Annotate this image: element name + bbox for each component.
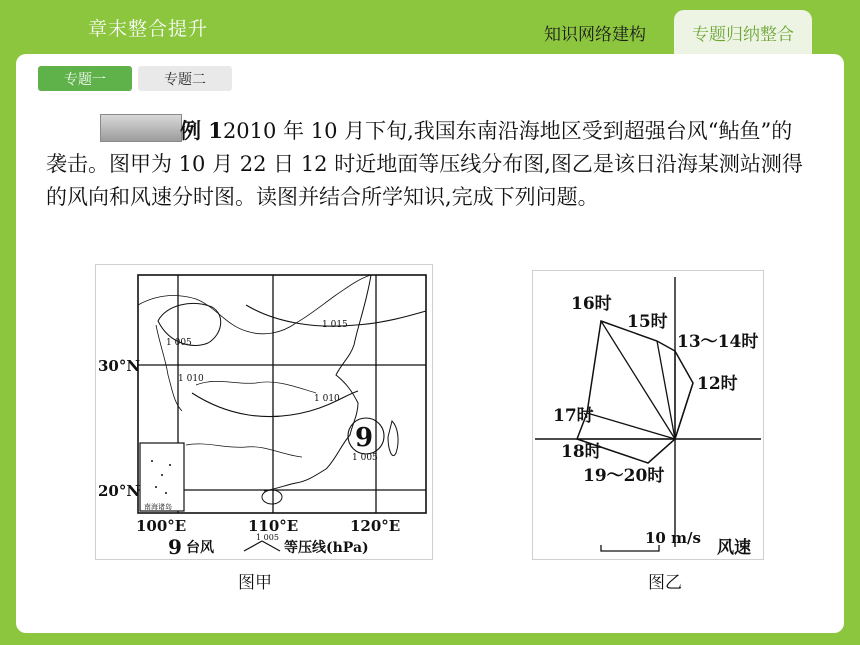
scale-label: 10 m/s bbox=[645, 529, 701, 547]
lon-label-100e: 100°E bbox=[136, 517, 187, 535]
hour-label-17: 17时 bbox=[553, 406, 594, 426]
hour-label-15: 15时 bbox=[627, 312, 668, 332]
lon-label-110e: 110°E bbox=[248, 517, 299, 535]
lat-label-30n: 30°N bbox=[98, 357, 141, 375]
problem-text bbox=[46, 114, 806, 215]
wind-diagram bbox=[532, 270, 764, 560]
inset-label: 南海诸岛 bbox=[144, 503, 172, 511]
typhoon-legend-icon: 9 bbox=[168, 535, 182, 559]
isobar-label-1005: 1 005 bbox=[166, 338, 192, 348]
lon-label-120e: 120°E bbox=[350, 517, 401, 535]
hour-label-13-14: 13～14时 bbox=[677, 332, 759, 352]
isobar-label-1005-typhoon: 1 005 bbox=[352, 453, 378, 463]
caption-figure-b: 图乙 bbox=[648, 573, 682, 593]
lat-label-20n: 20°N bbox=[98, 482, 141, 500]
hour-label-18: 18时 bbox=[561, 442, 602, 462]
isobar-label-1010-left: 1 010 bbox=[178, 374, 204, 384]
caption-figure-a: 图甲 bbox=[238, 573, 272, 593]
isobar-label-1015: 1 015 bbox=[322, 320, 348, 330]
legend-isobar-value: 1 005 bbox=[256, 533, 279, 542]
hour-label-16: 16时 bbox=[571, 294, 612, 314]
hour-label-19-20: 19～20时 bbox=[583, 466, 665, 486]
topic-tab-2[interactable]: 专题二 bbox=[138, 66, 232, 91]
axis-label-speed: 风速 bbox=[717, 538, 751, 558]
isobar-label-1010-right: 1 010 bbox=[314, 394, 340, 404]
problem-body: 2010 年 10 月下旬,我国东南沿海地区受到超强台风“鲇鱼”的袭击。图甲为 10 月 22 日 12 时近地面等压线分布图,图乙是该日沿海某测站测得的风向和风速分时图。读图并结合所学知识,完成下列问题。 bbox=[46, 119, 803, 210]
typhoon-symbol-map: 9 bbox=[355, 423, 374, 453]
legend-isobar: 等压线(hPa) bbox=[284, 540, 369, 556]
tab-knowledge-network[interactable]: 知识网络建构 bbox=[544, 24, 646, 45]
hour-label-12: 12时 bbox=[697, 374, 738, 394]
content-panel bbox=[16, 54, 844, 633]
isobar-map bbox=[95, 264, 433, 560]
tab-topic-summary[interactable]: 专题归纳整合 bbox=[674, 10, 812, 54]
example-label: 例 1 bbox=[180, 118, 223, 143]
legend-typhoon: 台风 bbox=[186, 540, 214, 556]
header-title: 章末整合提升 bbox=[88, 18, 209, 40]
topic-tab-1[interactable]: 专题一 bbox=[38, 66, 132, 91]
